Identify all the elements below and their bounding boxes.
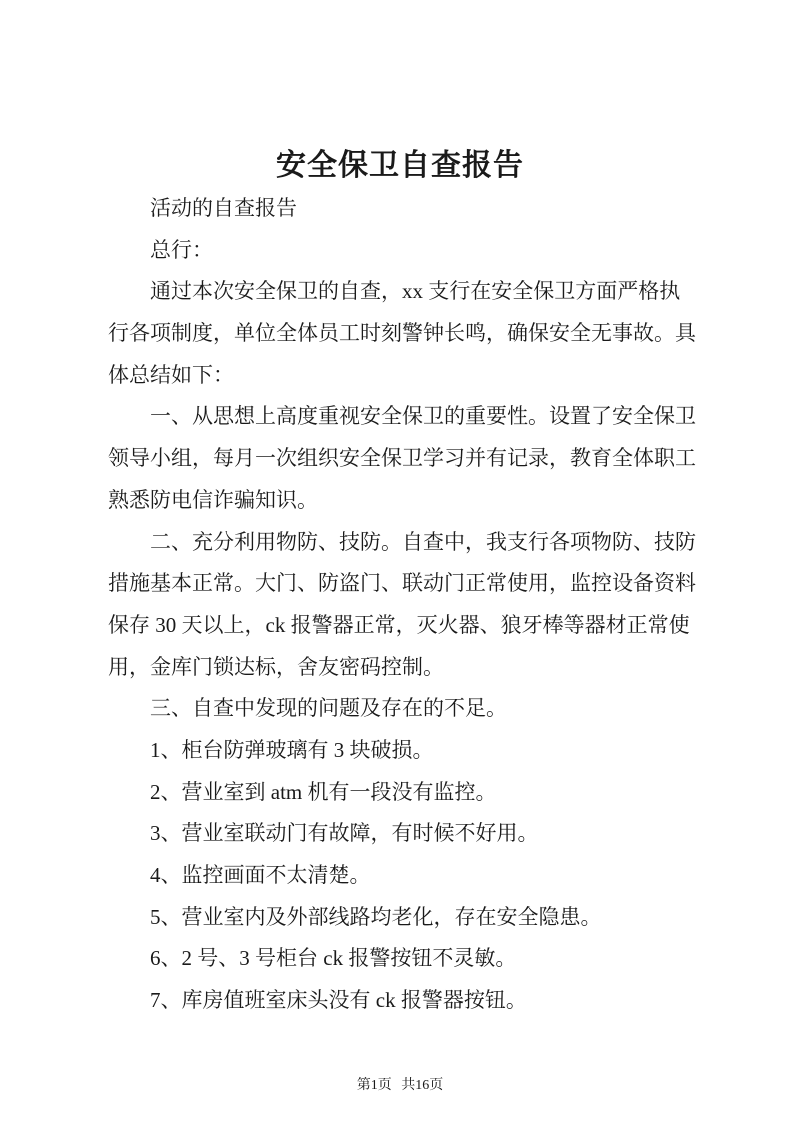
- paragraph: [108, 396, 708, 521]
- paragraph: [108, 772, 708, 814]
- paragraph: [108, 271, 708, 396]
- text-line: 保存 30 天以上，ck 报警器正常，灭火器、狼牙棒等器材正常使: [108, 612, 690, 637]
- document-title: 安全保卫自查报告: [276, 149, 524, 182]
- document-body: [108, 188, 708, 1022]
- text-line: 2、营业室到 atm 机有一段没有监控。: [150, 779, 497, 804]
- text-line: 熟悉防电信诈骗知识。: [108, 487, 318, 512]
- paragraph: [108, 897, 708, 939]
- text-line: 5、营业室内及外部线路均老化，存在安全隐患。: [150, 904, 602, 929]
- text-line: 一、从思想上高度重视安全保卫的重要性。设置了安全保卫: [150, 404, 696, 429]
- text-line: 总行：: [150, 237, 213, 262]
- text-line: 活动的自查报告: [150, 196, 297, 220]
- text-line: 二、充分利用物防、技防。自查中，我支行各项物防、技防: [150, 529, 696, 554]
- paragraph: [108, 730, 708, 772]
- text-line: 4、监控画面不太清楚。: [150, 863, 371, 887]
- text-line: 措施基本正常。大门、防盗门、联动门正常使用，监控设备资料: [108, 571, 696, 596]
- text-line: 体总结如下：: [108, 362, 234, 387]
- paragraph: [108, 938, 708, 980]
- text-line: 7、库房值班室床头没有 ck 报警器按钮。: [150, 988, 527, 1013]
- text-line: 领导小组，每月一次组织安全保卫学习并有记录，教育全体职工: [108, 446, 696, 471]
- text-line: 用，金库门锁达标，舍友密码控制。: [108, 654, 444, 679]
- page-number: 第1页: [356, 1078, 392, 1093]
- text-line: 3、营业室联动门有故障，有时候不好用。: [150, 821, 539, 846]
- paragraph: [108, 813, 708, 855]
- paragraph: [108, 980, 708, 1022]
- text-line: 行各项制度，单位全体员工时刻警钟长鸣，确保安全无事故。具: [108, 321, 696, 346]
- paragraph: [108, 230, 708, 272]
- paragraph: [108, 855, 708, 897]
- text-line: 6、2 号、3 号柜台 ck 报警按钮不灵敏。: [150, 946, 517, 971]
- text-line: 通过本次安全保卫的自查，xx 支行在安全保卫方面严格执: [150, 279, 681, 304]
- page-footer: [0, 1074, 800, 1094]
- paragraph: [108, 688, 708, 730]
- text-line: 1、柜台防弹玻璃有 3 块破损。: [150, 737, 434, 762]
- paragraph: [108, 188, 708, 230]
- text-line: 三、自查中发现的问题及存在的不足。: [150, 696, 507, 721]
- page-total: 共16页: [401, 1078, 444, 1093]
- paragraph: [108, 522, 708, 689]
